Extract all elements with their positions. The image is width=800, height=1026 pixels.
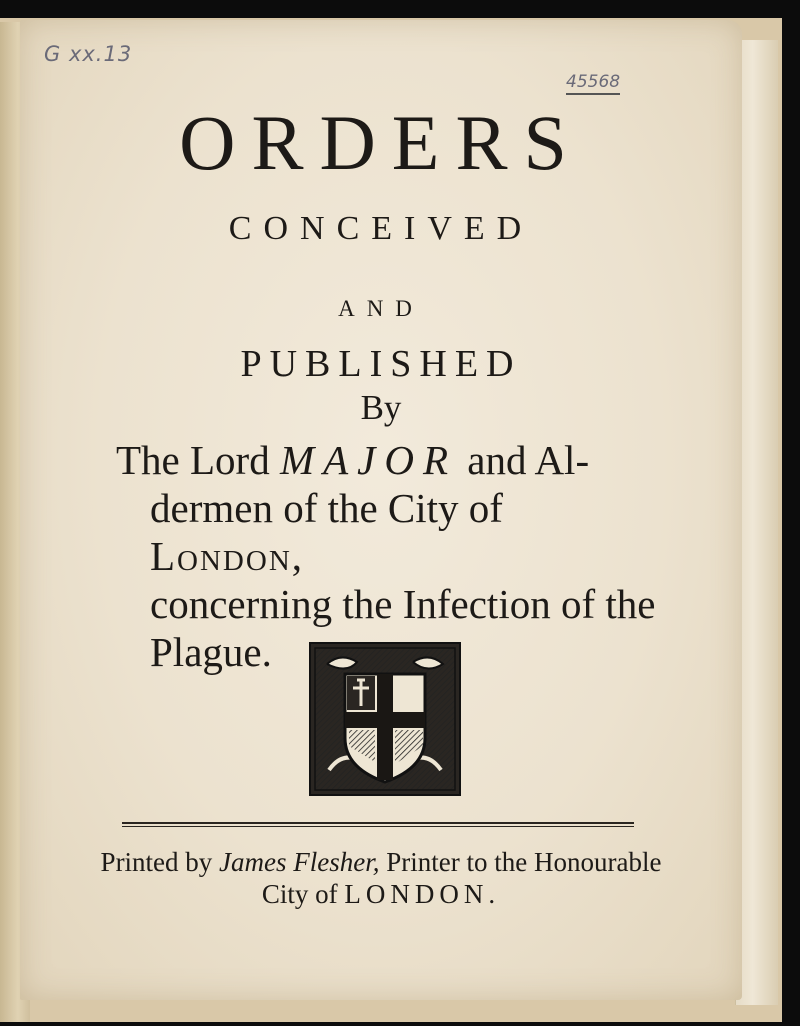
body-line-2 (116, 484, 656, 580)
shelfmark-note: G xx.13 (44, 42, 133, 66)
body-text-dermen: dermen of the City of (150, 485, 503, 531)
body-text-and-al: and Al- (467, 437, 590, 483)
imprint-line-1 (20, 846, 742, 878)
accession-number: 45568 (566, 72, 620, 95)
imprint-printer-title: Printer to the Honourable (386, 847, 662, 877)
body-line-4: Plague. (150, 629, 272, 675)
title-body-text (116, 436, 656, 676)
title-conceived: CONCEIVED (228, 210, 534, 247)
body-line-3: concerning the Infection of the (150, 581, 656, 627)
imprint (20, 846, 742, 910)
body-line-1 (116, 437, 589, 483)
imprint-city-of: City of (261, 879, 338, 909)
body-text-major: MAJOR (279, 437, 458, 483)
body-text-london: London, (150, 533, 305, 579)
body-text-lord: The Lord (116, 437, 270, 483)
imprint-printer-name: James Flesher, (219, 847, 380, 877)
title-published: PUBLISHED (240, 343, 522, 385)
imprint-line-2 (20, 878, 742, 910)
imprint-printed-by: Printed by (100, 847, 213, 877)
title-by: By (360, 388, 402, 427)
title-and: AND (338, 296, 424, 321)
city-arms-woodcut (309, 642, 461, 796)
title-orders: ORDERS (179, 99, 583, 186)
horizontal-rule (122, 822, 634, 827)
imprint-london: LONDON. (344, 879, 501, 909)
